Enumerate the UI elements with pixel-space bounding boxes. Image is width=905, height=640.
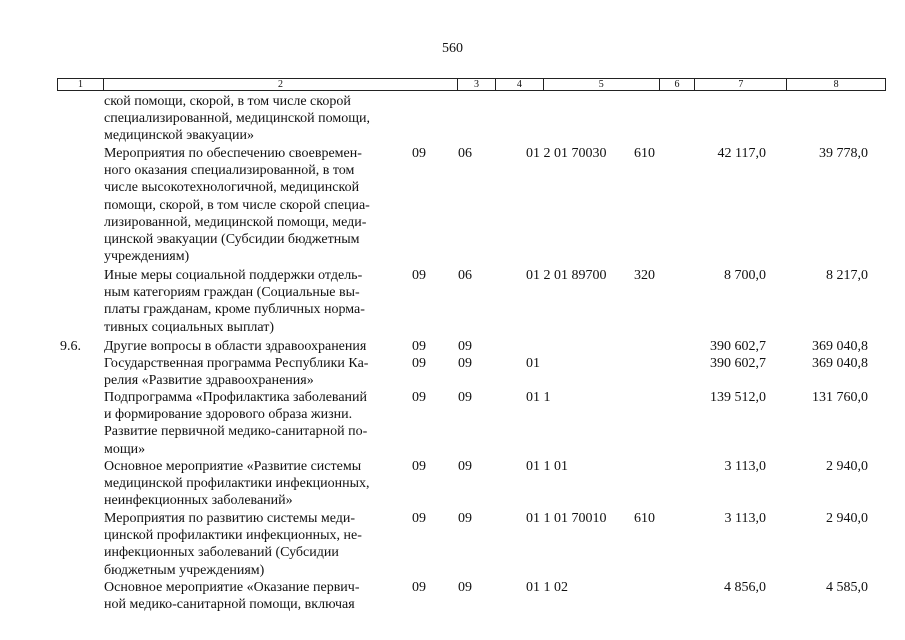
amount-col8: 131 760,0 — [812, 390, 868, 405]
target-code: 01 1 01 — [526, 459, 568, 474]
subsection-code: 06 — [458, 146, 472, 161]
subsection-code: 09 — [458, 511, 472, 526]
target-code: 01 2 01 89700 — [526, 268, 607, 283]
subsection-code: 09 — [458, 459, 472, 474]
amount-col7: 139 512,0 — [710, 390, 766, 405]
amount-col7: 3 113,0 — [724, 459, 766, 474]
row-name: Другие вопросы в области здравоохранения — [104, 339, 367, 354]
expense-type: 320 — [634, 268, 655, 283]
table-header — [57, 78, 886, 91]
amount-col8: 8 217,0 — [826, 268, 868, 283]
page-number: 560 — [442, 41, 463, 56]
amount-col7: 4 856,0 — [724, 580, 766, 595]
section-code: 09 — [412, 459, 426, 474]
section-code: 09 — [412, 580, 426, 595]
subsection-code: 09 — [458, 390, 472, 405]
row-name: Основное мероприятие «Развитие системы медицинской профилактики инфекционных, неинфекционных заболеваний» — [104, 459, 370, 509]
section-code: 09 — [412, 268, 426, 283]
amount-col8: 2 940,0 — [826, 511, 868, 526]
target-code: 01 1 01 70010 — [526, 511, 607, 526]
amount-col7: 8 700,0 — [724, 268, 766, 283]
column-header: 3 — [458, 79, 496, 90]
row-name: Иные меры социальной поддержки отдель- ным категориям граждан (Социальные вы- платы гражданам, кроме публичных норма- тивных социальных выплат) — [104, 268, 365, 335]
row-name: Основное мероприятие «Оказание первич- ной медико-санитарной помощи, включая — [104, 580, 360, 613]
target-code: 01 2 01 70030 — [526, 146, 607, 161]
amount-col8: 2 940,0 — [826, 459, 868, 474]
row-name: Подпрограмма «Профилактика заболеваний и формирование здорового образа жизни. Развитие первичной медико-санитарной по- мощи» — [104, 390, 368, 457]
target-code: 01 — [526, 356, 540, 371]
amount-col8: 369 040,8 — [812, 356, 868, 371]
section-code: 09 — [412, 511, 426, 526]
section-code: 09 — [412, 390, 426, 405]
subsection-code: 09 — [458, 580, 472, 595]
section-code: 09 — [412, 356, 426, 371]
column-header: 4 — [496, 79, 544, 90]
target-code: 01 1 — [526, 390, 551, 405]
section-code: 09 — [412, 339, 426, 354]
subsection-code: 06 — [458, 268, 472, 283]
column-header: 5 — [544, 79, 660, 90]
section-code: 09 — [412, 146, 426, 161]
row-name: Государственная программа Республики Ка- релия «Развитие здравоохранения» — [104, 356, 369, 389]
row-name: ской помощи, скорой, в том числе скорой специализированной, медицинской помощи, медицинской эвакуации» — [104, 94, 370, 144]
expense-type: 610 — [634, 511, 655, 526]
subsection-code: 09 — [458, 339, 472, 354]
target-code: 01 1 02 — [526, 580, 568, 595]
row-name: Мероприятия по развитию системы меди- цинской профилактики инфекционных, не- инфекционных заболеваний (Субсидии бюджетным учреждениям) — [104, 511, 362, 578]
amount-col8: 4 585,0 — [826, 580, 868, 595]
amount-col7: 3 113,0 — [724, 511, 766, 526]
row-name: Мероприятия по обеспечению своевремен- ного оказания специализированной, в том числе высокотехнологичной, медицинской помощи, скорой, в том числе скорой специа- лизированной, медицинской помощи, меди- цинской эвакуации (Субсидии бюджетным учреждениям) — [104, 146, 370, 265]
amount-col8: 39 778,0 — [819, 146, 868, 161]
subsection-code: 09 — [458, 356, 472, 371]
amount-col7: 390 602,7 — [710, 356, 766, 371]
amount-col7: 390 602,7 — [710, 339, 766, 354]
amount-col7: 42 117,0 — [717, 146, 766, 161]
column-header: 8 — [833, 79, 839, 90]
column-header: 1 — [58, 79, 104, 90]
row-number: 9.6. — [60, 339, 81, 354]
expense-type: 610 — [634, 146, 655, 161]
column-header: 2 — [104, 79, 458, 90]
column-header: 7 — [695, 79, 787, 90]
column-header: 6 — [660, 79, 696, 90]
amount-col8: 369 040,8 — [812, 339, 868, 354]
